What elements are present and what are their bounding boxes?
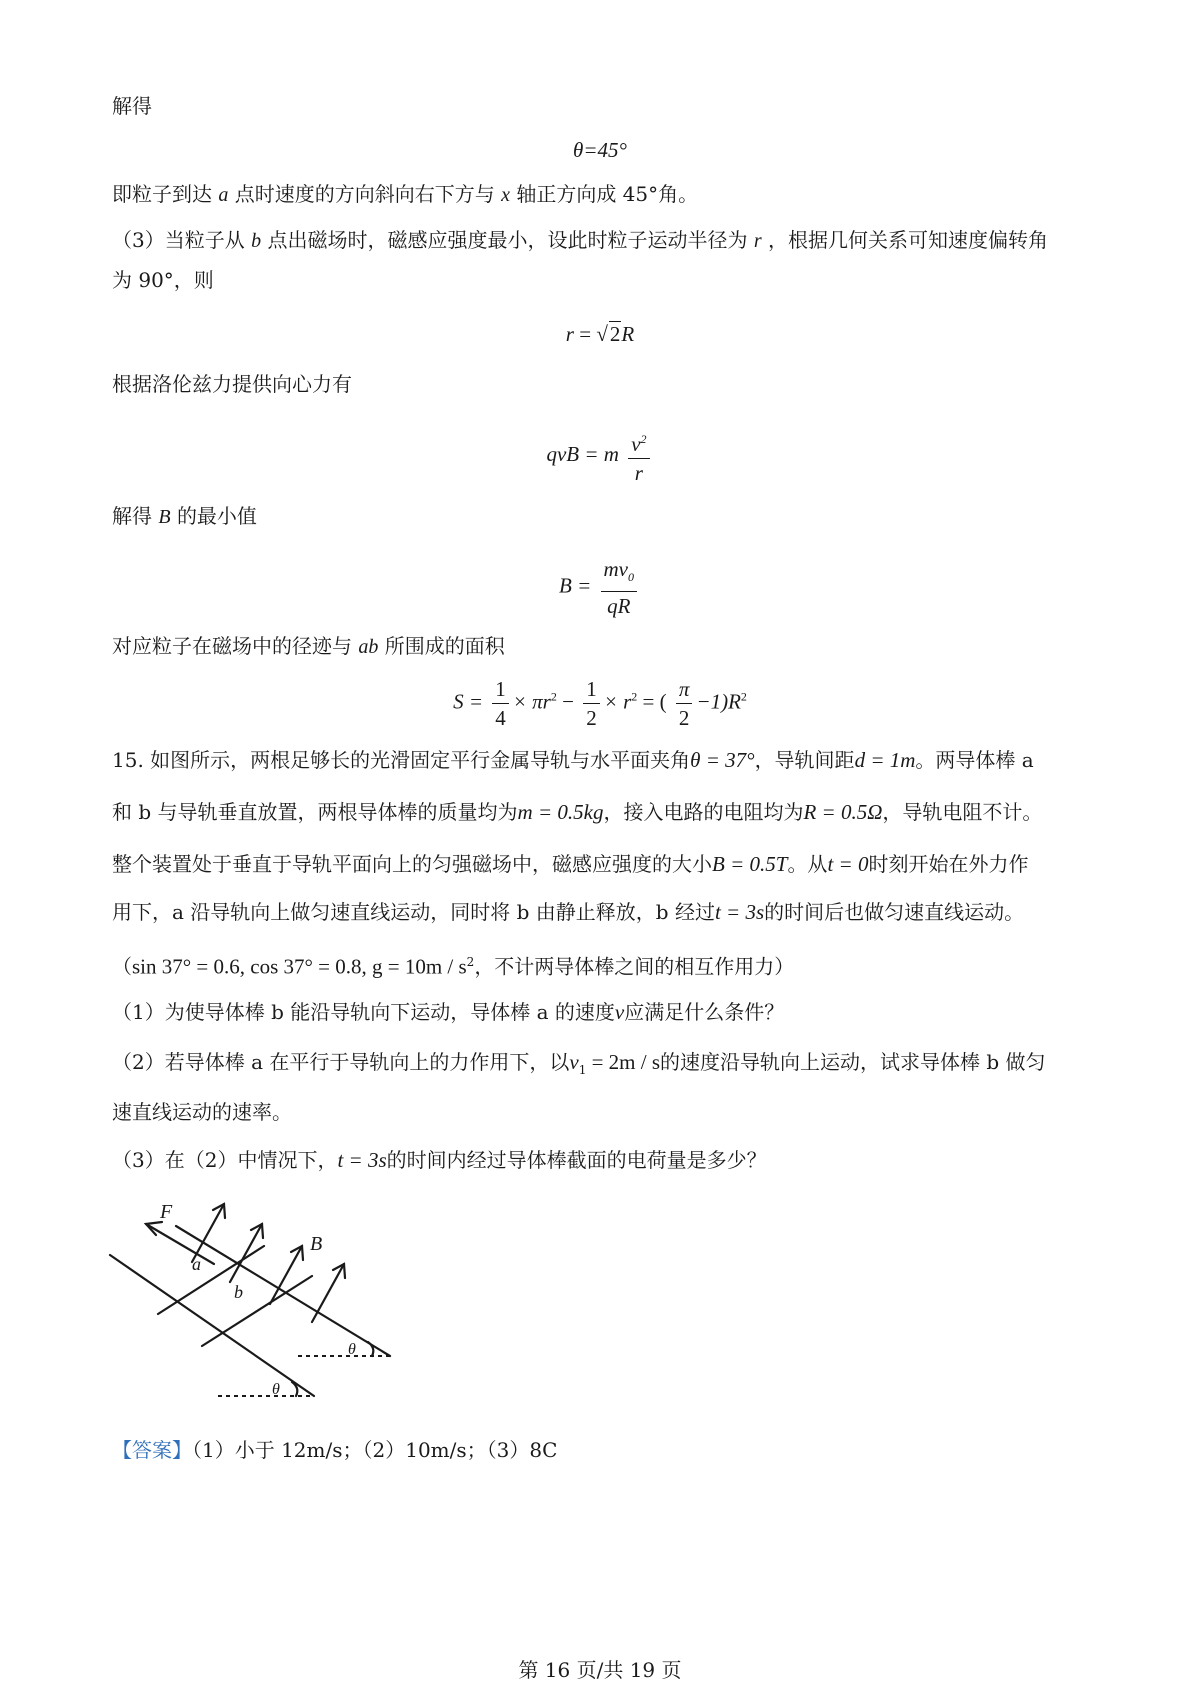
fraction-denominator: qR xyxy=(607,594,631,619)
text-segment: ，导轨间距 xyxy=(754,748,855,772)
math-t: t = 3s xyxy=(714,900,765,924)
part3-line2: 为 90°，则 xyxy=(112,268,214,292)
text-segment: 整个装置处于垂直于导轨平面向上的匀强磁场中，磁感应强度的大小 xyxy=(112,852,712,876)
eq-s-lhs: S = xyxy=(453,689,489,714)
math-d: d = 1m xyxy=(854,748,916,772)
area-text xyxy=(112,632,505,661)
exp: 2 xyxy=(640,432,647,446)
text-segment: 。从 xyxy=(787,852,828,876)
upper-rail xyxy=(176,1226,390,1356)
term: × r xyxy=(603,689,632,714)
label-theta-upper: θ xyxy=(348,1341,356,1358)
term: −1)R xyxy=(696,689,741,714)
label-b: b xyxy=(234,1282,243,1302)
text-segment: 点时速度的方向斜向右下方与 xyxy=(234,182,495,206)
fraction-numerator: 1 xyxy=(583,676,600,704)
radius-equation xyxy=(0,320,1200,348)
text-segment: 。两导体棒 a xyxy=(915,748,1034,772)
direction-conclusion xyxy=(112,180,698,209)
term: × πr xyxy=(512,689,551,714)
sqrt-radicand: 2 xyxy=(609,322,621,346)
text-segment: （3）在（2）中情况下， xyxy=(112,1148,338,1172)
fraction xyxy=(628,426,649,486)
eq-r-lhs: r xyxy=(565,322,574,346)
var-ab: ab xyxy=(358,636,379,658)
fraction-denominator: 2 xyxy=(678,706,690,730)
math-given: sin 37° = 0.6, cos 37° = 0.8, g = 10m / s xyxy=(132,954,467,979)
math-theta: θ = 37° xyxy=(690,748,755,772)
text-segment: 解得 xyxy=(112,504,152,528)
math-m: m = 0.5kg xyxy=(517,800,604,824)
q15-part3 xyxy=(112,1146,767,1174)
q15-line2 xyxy=(112,798,1042,826)
num-mv: mv xyxy=(603,557,628,581)
q15-line3 xyxy=(112,850,1028,878)
sub: 1 xyxy=(578,1063,587,1077)
var-a: a xyxy=(218,184,229,206)
text-segment: 的时间内经过导体棒截面的电荷量是多少？ xyxy=(386,1148,767,1172)
fraction-numerator: π xyxy=(676,676,693,704)
answer-text: （1）小于 12m/s；（2）10m/s；（3）8C xyxy=(192,1438,558,1462)
fraction xyxy=(583,676,600,731)
text-segment: ，不计两导体棒之间的相互作用力） xyxy=(474,954,795,979)
bar-a xyxy=(158,1246,264,1314)
text-segment: （2）若导体棒 a 在平行于导轨向上的力作用下，以 xyxy=(112,1050,570,1074)
math-v1: v xyxy=(569,1050,579,1074)
eq-qvb-lhs: qvB = m xyxy=(546,441,619,466)
text-segment: 时刻开始在外力作 xyxy=(868,852,1029,876)
fraction-denominator: r xyxy=(634,461,643,485)
math-t: t = 3s xyxy=(337,1148,387,1172)
field-arrow xyxy=(270,1246,302,1304)
text-segment: 所围成的面积 xyxy=(384,634,505,658)
math-R: R = 0.5Ω xyxy=(803,800,883,824)
text-segment: 的时间后也做匀速直线运动。 xyxy=(764,900,1025,924)
field-arrow xyxy=(230,1224,262,1282)
math-B: B = 0.5T xyxy=(712,852,788,876)
rails-figure xyxy=(100,1182,430,1410)
q15-line4 xyxy=(112,898,1024,926)
fraction xyxy=(492,676,509,731)
answer-tag: 【答案】 xyxy=(112,1438,192,1462)
exp: 2 xyxy=(631,689,638,704)
fraction-numerator: 1 xyxy=(492,676,509,704)
math-t: t = 0 xyxy=(827,852,869,876)
q15-part1 xyxy=(112,998,784,1026)
fraction-numerator xyxy=(628,426,649,459)
math-v: v xyxy=(614,1000,625,1024)
answer-line xyxy=(112,1436,557,1464)
var-B: B xyxy=(158,506,171,528)
fraction-numerator xyxy=(601,556,638,592)
eq-b-lhs: B = xyxy=(559,573,597,598)
q15-line1 xyxy=(112,746,1034,774)
text-segment: 应满足什么条件？ xyxy=(624,1000,785,1024)
text-segment: ，根据几何关系可知速度偏转角 xyxy=(767,228,1048,252)
sqrt-symbol: √ xyxy=(596,322,608,346)
solution-text-jiede xyxy=(112,92,152,120)
text-segment: ，接入电路的电阻均为 xyxy=(603,800,804,824)
text-segment: 轴正方向成 45°角。 xyxy=(516,182,699,206)
jiede-min-text xyxy=(112,502,257,531)
fraction xyxy=(601,556,638,619)
page-number-footer: 第 16 页/共 19 页 xyxy=(518,1658,682,1682)
jiede-label: 解得 xyxy=(112,94,152,118)
q15-line5-given xyxy=(112,948,794,981)
fraction xyxy=(676,676,693,731)
sub-0: 0 xyxy=(628,570,634,585)
lower-rail xyxy=(110,1255,314,1396)
math-speed: = 2m / s xyxy=(586,1050,661,1074)
eq-r-R: R xyxy=(621,322,635,346)
text-segment: 即粒子到达 xyxy=(112,182,212,206)
lorentz-text: 根据洛伦兹力提供向心力有 xyxy=(112,372,352,396)
text-segment: 的最小值 xyxy=(176,504,257,528)
part3-line1 xyxy=(112,226,1048,255)
b-min-equation xyxy=(0,556,1200,619)
var-b: b xyxy=(251,230,262,252)
exp: 2 xyxy=(466,955,475,969)
label-B: B xyxy=(310,1233,323,1255)
text-segment: 用下，a 沿导轨向上做匀速直线运动，同时将 b 由静止释放，b 经过 xyxy=(112,900,715,924)
num-v: v xyxy=(631,432,641,456)
fraction-denominator: 4 xyxy=(495,706,506,730)
text-segment: 15. 如图所示，两根足够长的光滑固定平行金属导轨与水平面夹角 xyxy=(112,748,691,772)
exp: 2 xyxy=(740,689,747,704)
text-segment: 的速度沿导轨向上运动，试求导体棒 b 做匀 xyxy=(660,1050,1046,1074)
label-theta-lower: θ xyxy=(272,1381,280,1398)
area-equation xyxy=(0,676,1200,731)
q15-part2-line2: 速直线运动的速率。 xyxy=(112,1100,292,1124)
q15-part2-line1 xyxy=(112,1048,1046,1084)
eq-sign: = ( xyxy=(637,689,667,714)
var-r: r xyxy=(753,230,762,252)
label-F: F xyxy=(160,1201,173,1223)
text-segment: ，导轨电阻不计。 xyxy=(882,800,1043,824)
text-segment: 对应粒子在磁场中的径迹与 xyxy=(112,634,352,658)
theta-result-equation: θ=45° xyxy=(573,138,627,162)
field-arrow xyxy=(312,1264,344,1322)
bar-b xyxy=(202,1276,312,1346)
exp: 2 xyxy=(550,689,557,704)
text-segment: （3）当粒子从 xyxy=(112,228,245,252)
label-a: a xyxy=(192,1254,201,1274)
var-x: x xyxy=(501,184,510,206)
minus: − xyxy=(556,689,580,714)
text-segment: 和 b 与导轨垂直放置，两根导体棒的质量均为 xyxy=(112,800,518,824)
fraction-denominator: 2 xyxy=(586,706,597,730)
text-segment: （ xyxy=(112,954,132,979)
eq-sign: = xyxy=(573,322,597,346)
qvb-equation xyxy=(0,426,1200,486)
text-segment: （1）为使导体棒 b 能沿导轨向下运动，导体棒 a 的速度 xyxy=(112,1000,615,1024)
text-segment: 点出磁场时，磁感应强度最小，设此时粒子运动半径为 xyxy=(267,228,748,252)
